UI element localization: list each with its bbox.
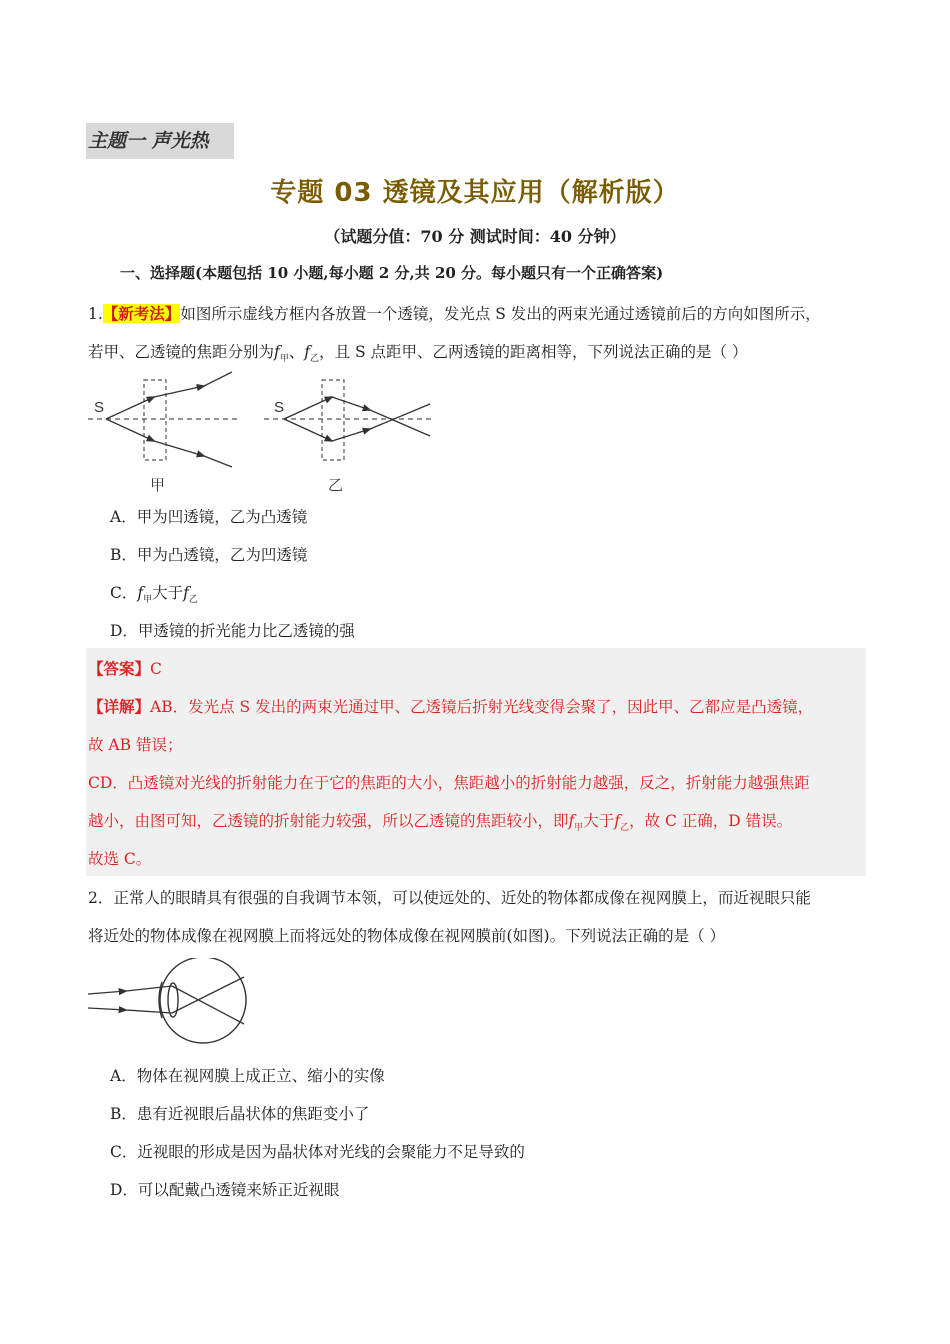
q1-option-d[interactable]: D．甲透镜的折光能力比乙透镜的强 [110,622,355,640]
q1-option-a[interactable]: A．甲为凹透镜，乙为凸透镜 [110,508,308,526]
exam-info: （试题分值：70 分 测试时间：40 分钟） [324,227,626,246]
ray-yi-1 [284,397,332,419]
f-symbol: f [614,812,621,830]
f-sub-yi: 乙 [188,595,198,606]
ray-jia-4b [204,456,232,467]
ray-jia-2 [106,419,154,441]
option-c-middle: 大于 [152,584,184,602]
f-sub-jia: 甲 [143,595,153,606]
f-symbol: f [568,812,575,830]
page-title: 专题 03 透镜及其应用（解析版） [270,178,680,208]
detail-label: 【详解】 [88,697,151,716]
eye-ray-2 [88,1008,126,1010]
label-yi: 乙 [328,476,344,494]
q2-line-1: 2．正常人的眼睛具有很强的自我调节本领，可以使远处的、近处的物体都成像在视网膜上，而近视眼只能 [88,889,811,907]
f-sub-yi: 乙 [310,354,320,365]
eye-ray-3 [172,986,244,1024]
f-symbol: f [274,343,280,361]
ray-jia-4 [154,441,204,456]
option-c-prefix: C． [110,584,138,602]
eye-ray-4 [172,977,244,1013]
f-sub-jia: 甲 [574,823,584,834]
answer-panel [86,648,866,876]
ray-jia-3 [154,386,204,397]
f-sub-yi: 乙 [620,823,630,834]
q2-option-d[interactable]: D．可以配戴凸透镜来矫正近视眼 [110,1181,340,1199]
ray-jia-3b [204,372,232,386]
label-s-jia: S [94,399,105,416]
q1-text-2b: ，且 S 点距甲、乙两透镜的距离相等，下列说法正确的是（ ） [319,343,748,361]
eye-ray-1 [88,991,126,994]
q1-text-2a: 若甲、乙透镜的焦距分别为 [88,343,275,361]
q2-option-a[interactable]: A．物体在视网膜上成正立、缩小的实像 [110,1067,385,1085]
detail-line-2: 故 AB 错误； [88,736,183,754]
q1-option-c[interactable] [110,581,198,605]
detail-text-1: AB．发光点 S 发出的两束光通过甲、乙透镜后折射光线变得会聚了，因此甲、乙都应是凸透镜， [150,698,814,716]
ray-yi-2 [284,419,332,441]
lens-box-yi [322,380,344,460]
q2-line-2: 将近处的物体成像在视网膜上而将远处的物体成像在视网膜前(如图)。下列说法正确的是（ ） [88,927,726,945]
q2-option-c[interactable]: C．近视眼的形成是因为晶状体对光线的会聚能力不足导致的 [110,1143,525,1161]
ray-yi-3b [370,410,430,436]
eye-figure [86,958,256,1048]
q1-line-1 [88,302,821,324]
ray-yi-4 [332,429,370,441]
ray-yi-3 [332,397,370,410]
detail-line-5: 故选 C。 [88,850,152,868]
eye-ray-2b [126,1010,172,1013]
answer-label: 【答案】 [88,659,151,678]
detail-text-4b: 大于 [583,812,615,830]
q1-number: 1. [88,305,103,323]
ray-yi-4b [370,404,430,429]
answer-line [88,657,162,679]
ray-jia-1 [106,397,154,419]
label-jia: 甲 [150,476,166,494]
section-heading: 一、选择题(本题包括 10 小题,每小题 2 分,共 20 分。每小题只有一个正确答案) [120,264,664,282]
q1-text-1: 如图所示虚线方框内各放置一个透镜，发光点 S 发出的两束光通过透镜前后的方向如图所示， [180,305,821,323]
q1-tag: 【新考法】 [102,304,181,323]
answer-value: C [150,660,162,678]
detail-line-3: CD．凸透镜对光线的折射能力在于它的焦距的大小，焦距越小的折射能力越强，反之，折射能力越强焦距 [88,774,810,792]
detail-line-4 [88,809,792,833]
f-symbol: f [137,584,144,602]
detail-text-4a: 越小，由图可知，乙透镜的折射能力较强，所以乙透镜的焦距较小，即 [88,812,569,830]
f-sub-jia: 甲 [279,354,289,365]
lens-box-jia [144,380,166,460]
eye-ray-1b [126,986,172,991]
lens-figure [86,366,446,496]
q1-option-b[interactable]: B．甲为凸透镜，乙为凹透镜 [110,546,308,564]
f-symbol: f [183,584,189,602]
f-symbol: f [304,343,311,361]
eyeball [160,958,246,1043]
detail-line-1 [88,695,813,717]
detail-text-4c: ，故 C 正确，D 错误。 [629,812,793,830]
q2-option-b[interactable]: B．患有近视眼后晶状体的焦距变小了 [110,1105,370,1123]
q1-line-2 [88,340,747,364]
separator: 、 [288,343,305,361]
label-s-yi: S [274,399,285,416]
topic-heading: 主题一 声光热 [86,123,234,159]
